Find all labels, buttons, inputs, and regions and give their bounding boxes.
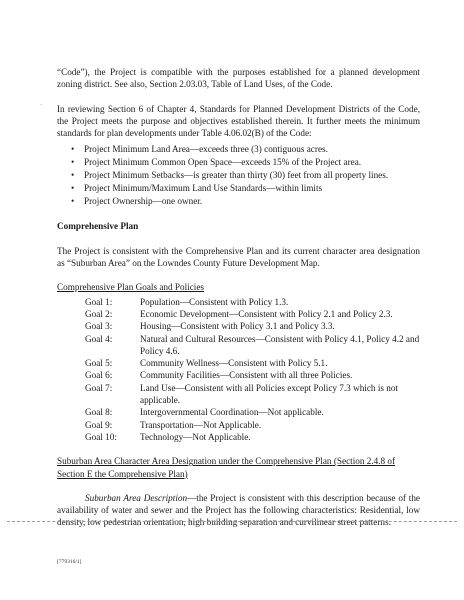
goal-label: Goal 6: [85,370,113,381]
suburban-area-label: Suburban Area Description [85,492,188,503]
goal-row [85,419,420,431]
goal-text: Population—Consistent with Policy 1.3. [140,296,289,307]
goal-row [85,296,420,308]
goal-text: Land Use—Consistent with all Policies except Policy 7.3 which is not applicable. [140,382,398,406]
bullet-icon: • [71,170,75,181]
goal-text: Technology—Not Applicable. [140,431,251,442]
goal-text: Natural and Cultural Resources—Consistent with Policy 4.1, Policy 4.2 and Policy 4.6. [140,333,420,356]
comprehensive-plan-heading: Comprehensive Plan [57,221,139,232]
goal-row [85,320,420,332]
page-divider [7,521,457,522]
goal-text: Economic Development—Consistent with Policy 2.1 and Policy 2.3. [140,308,393,319]
goal-label: Goal 4: [85,333,113,344]
bullet-icon: • [71,196,75,207]
goal-row [85,382,420,407]
goal-label: Goal 7: [85,382,113,393]
goals-heading: Comprehensive Plan Goals and Policies [57,282,204,293]
document-body [57,66,420,529]
goal-label: Goal 8: [85,407,113,418]
goal-row [85,431,420,443]
goal-label: Goal 10: [85,431,117,442]
goal-label: Goal 1: [85,296,113,307]
goal-text: Community Wellness—Consistent with Policy 5.1. [140,358,328,369]
bullet-icon: • [71,157,75,168]
goal-row [85,406,420,418]
goal-row [85,357,420,369]
list-item: • Project Minimum Common Open Space—exceeds 15% of the Project area. [71,157,362,168]
goal-label: Goal 3: [85,321,113,332]
suburban-area-heading: Suburban Area Character Area Designation under the Comprehensive Plan (Section 2.4.8 of Section E the Comprehensive Plan) [57,456,396,479]
goal-row [85,369,420,381]
suburban-area-paragraph [57,492,420,529]
goal-row [85,308,420,320]
goal-label: Goal 9: [85,419,113,430]
standards-paragraph: In reviewing Section 6 of Chapter 4, Standards for Planned Development Districts of the Code, the Project meets the purpose and objectives established therein. It further meets the minimum standards for plan developments under Table 4.06.02(B) of the Code: [57,103,420,139]
comprehensive-plan-paragraph: The Project is consistent with the Comprehensive Plan and its current character area designation as “Suburban Area” on the Lowndes County Future Development Map. [57,245,420,269]
list-item: • Project Minimum/Maximum Land Use Standards—within limits [71,183,323,194]
goal-label: Goal 5: [85,358,113,369]
list-item: • Project Minimum Setbacks—is greater than thirty (30) feet from all property lines. [71,170,389,181]
goal-text: Community Facilities—Consistent with all three Policies. [140,370,353,381]
goal-text: Transportation—Not Applicable. [140,419,262,430]
intro-paragraph: “Code”), the Project is compatible with the purposes established for a planned development zoning district. See also, Section 2.03.03, Table of Land Uses, of the Code. [57,67,420,90]
document-footer-code: [779316/1] [57,559,82,565]
bullet-icon: • [71,144,75,155]
standards-list [57,143,420,208]
margin-mark: · [40,101,43,109]
goal-label: Goal 2: [85,308,113,319]
list-item: • Project Ownership—one owner. [71,196,203,207]
suburban-area-text: —the Project is consistent with this description because of the availability of water and sewer and the Project has the following characteristics: Residential, low density, low pedestrian orientation, high building separation and curvilinear street patterns. [57,492,420,528]
goal-text: Housing—Consistent with Policy 3.1 and Policy 3.3. [140,321,335,332]
goal-text: Intergovernmental Coordination—Not applicable. [140,407,324,418]
goals-list [85,296,420,444]
list-item: • Project Minimum Land Area—exceeds three (3) contiguous acres. [71,144,328,155]
goal-row [85,333,420,358]
bullet-icon: • [71,183,75,194]
